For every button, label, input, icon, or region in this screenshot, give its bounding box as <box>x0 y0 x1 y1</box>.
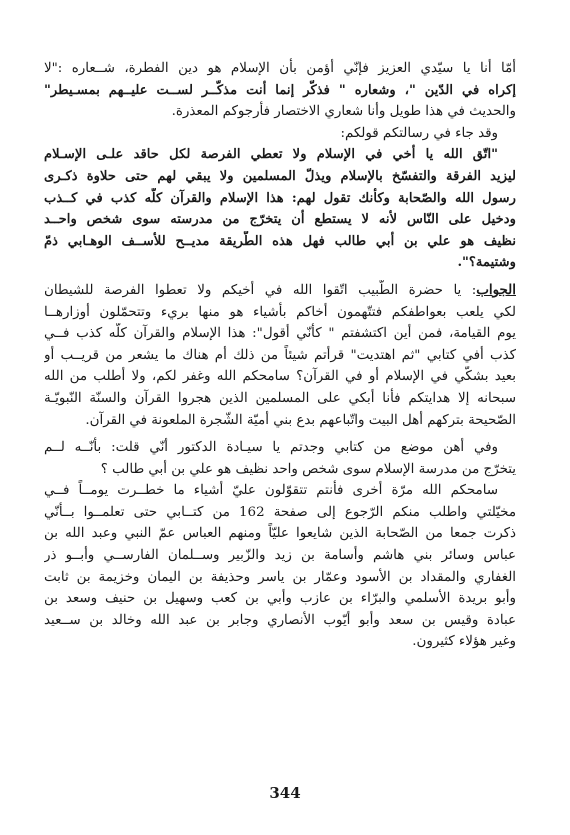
text-line: سامحكم الله مرّة أخرى فأنتم تتقوّلون عليّ أشياء ما خطــرت يومــاً فــي <box>44 483 498 499</box>
text-line: وأبو بريدة الأسلمي والبرّاء بن عازب وأبي بن كعب وسهيل بن حنيف وسعد بن <box>44 591 516 607</box>
text-line: سبحانه إلا هدايتكم فأنا أبكي على المسلمين الذين هجروا القرآن والسنّة النّبويّـة <box>44 390 516 406</box>
text-line: عباس وسائر بني هاشم وأسامة بن زيد والزّبير وســلمان الفارســي وأبــو ذر <box>44 548 516 564</box>
paragraph-2 <box>44 123 516 145</box>
text-line <box>44 280 516 302</box>
text-line: ودخيل على النّاس لأنه لا يستطع أن يتخرّج من مدرسته سوى شخص واحــد <box>44 212 516 228</box>
text-line: عبادة وقيس بن سعد وأبو أيّوب الأنصاري وجابر بن عبد الله وخالد بن ســعيد <box>44 612 516 628</box>
text-line: يتخرّج من مدرسة الإسلام سوى شخص واحد نظيف هو علي بن أبي طالب ؟ <box>100 461 516 477</box>
text-line: وشتيمة؟". <box>457 255 516 271</box>
text-line: لكي يلعب بعواطفكم فتتّهمون أخاكم بأشياء هو منها بريء وتتحمّلون أوزارهــا <box>44 304 516 320</box>
text-line: إكراه في الدّين "، وشعاره " فذكّر إنما أنت مذكّــر لســت عليــهم بمسـيطر" <box>44 82 516 98</box>
text-line: الغفاري والمقداد بن الأسود وعمّار بن ياسر وحذيفة بن اليمان وخزيمة بن ثابت <box>44 569 516 585</box>
text-line: أمّا أنا يا سيّدي العزيز فإنّي أؤمن بأن الإسلام هو دين الفطرة، شــعاره :"لا <box>44 61 516 76</box>
text-line: رسول الله والصّحابة وكأنك تقول لهم: هذا الإسلام والقرآن كلّه كذب في كــذب <box>44 190 516 206</box>
paragraph-6 <box>44 480 516 653</box>
quoted-letter <box>44 144 516 274</box>
page-number: 344 <box>269 784 301 802</box>
text-line: وفي أهن موضع من كتابي وجدتم يا سيـادة الدكتور أنّي قلت: بأنّــه لــم <box>44 440 498 456</box>
text-line: وغير هؤلاء كثيرون. <box>412 634 516 650</box>
text-line: مخيّلتي واطلب منكم الرّجوع إلى صفحة 162 من كتــابي حتى تعلمــوا بــأنّي <box>44 504 516 520</box>
page-body <box>44 58 516 653</box>
text-line: "اتّق الله يا أخي في الإسلام ولا تعطي الفرصة لكل حاقد علـى الإسـلام <box>44 147 498 163</box>
text-line: بعيد بشكّي في الإسلام أو في القرآن؟ سامحكم الله وغفر لكم، ولا أطلب من الله <box>44 369 516 385</box>
text-line: ذكرت جمعا من الصّحابة الذين شايعوا عليّاً ومنهم العباس عمّ النبي وعبد الله بن <box>44 526 516 542</box>
paragraph-1 <box>44 58 516 123</box>
text-line: كذب أفي كتابي "ثم اهتديت" قرأتم شيئاً من ذلك أم هناك ما يشعر من قريــب أو <box>44 347 516 363</box>
text-line: وقد جاء في رسالتكم قولكم: <box>340 125 498 141</box>
text-line: نظيف هو علي بن أبي طالب فهل هذه الطّريقة مديــح للأســف الوهـابي ذمّ <box>44 233 516 249</box>
answer-text: : يا حضرة الطّبيب اتّقوا الله في أخيكم ولا تعطوا الفرصة للشيطان <box>44 282 477 298</box>
answer-label: الجواب <box>476 281 516 298</box>
paragraph-5 <box>44 437 516 480</box>
text-line: الصّحيحة بتركهم أهل البيت واتّباعهم بدع بني أميّة الشّجرة الملعونة في القرآن. <box>85 412 516 428</box>
text-line: والحديث في هذا طويل وأنا شعاري الاختصار فأرجوكم المعذرة. <box>171 104 516 120</box>
answer-paragraph <box>44 280 516 431</box>
text-line: يوم القيامة، فمن أين اكتشفتم " كأنّي أقول": هذا الإسلام والقرآن كلّه كذب فــي <box>44 326 516 342</box>
text-line: ليزيد الفرقة والتفسّخ بالإسلام ويذلّ المسلمين ولا يبقي لهم حتى حلاوة ذكـرى <box>44 168 516 184</box>
